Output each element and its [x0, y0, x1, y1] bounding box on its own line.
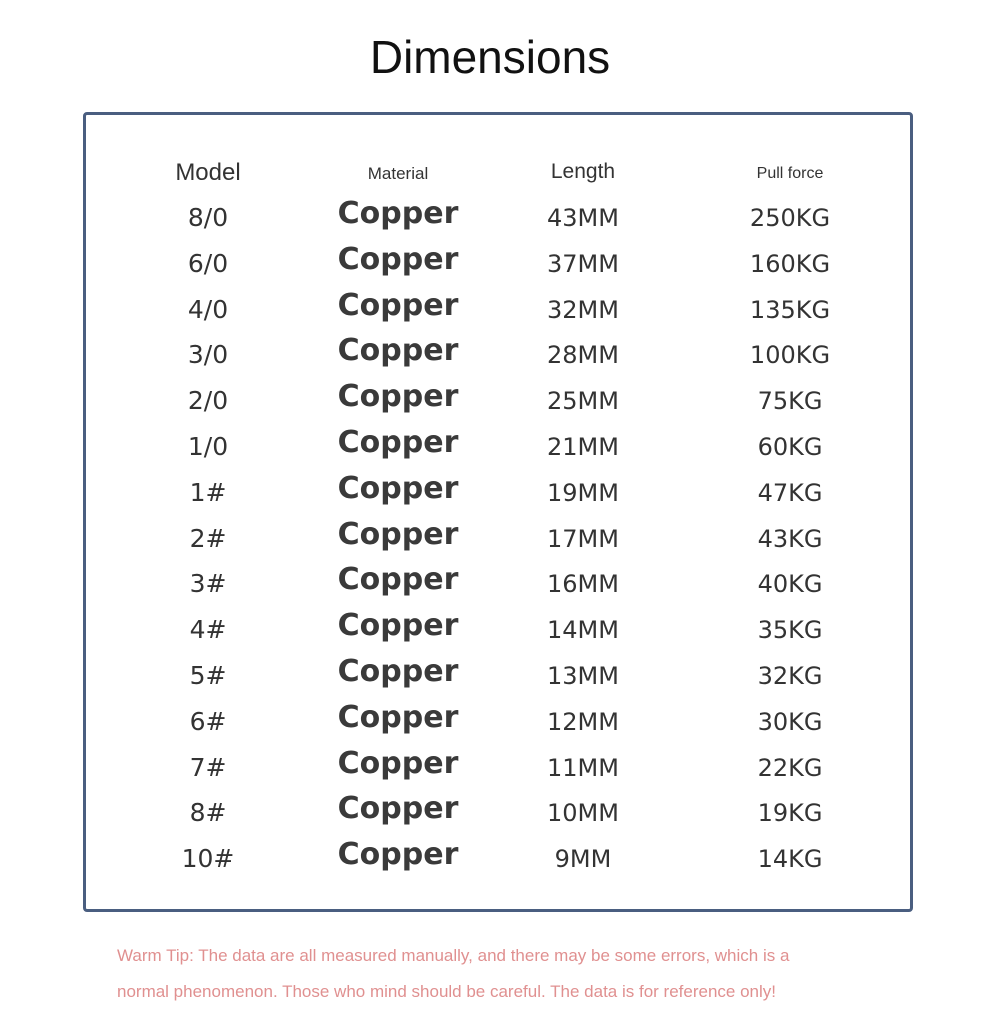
cell-pull-force: 160KG: [749, 249, 831, 278]
cell-length: 11MM: [547, 753, 619, 782]
table-row: [0, 562, 1000, 608]
cell-model: 5#: [189, 660, 227, 690]
cell-model: 8#: [189, 798, 227, 828]
cell-model: 2/0: [187, 386, 229, 416]
cell-model: 1#: [189, 477, 227, 507]
cell-material: Copper: [337, 745, 459, 781]
header-model: Model: [175, 159, 241, 186]
cell-length: 16MM: [547, 570, 619, 599]
header-pull-force: Pull force: [756, 165, 824, 182]
table-row: [0, 471, 1000, 517]
cell-pull-force: 40KG: [757, 570, 823, 599]
cell-material: Copper: [337, 562, 459, 598]
cell-material: Copper: [337, 379, 459, 415]
cell-material: Copper: [337, 653, 459, 689]
table-row: [0, 608, 1000, 654]
table-header-row: [0, 156, 1000, 192]
cell-model: 3/0: [187, 340, 229, 370]
cell-material: Copper: [337, 287, 459, 323]
cell-pull-force: 60KG: [757, 432, 823, 461]
cell-pull-force: 100KG: [749, 341, 831, 370]
table-row: [0, 746, 1000, 792]
cell-material: Copper: [337, 241, 459, 277]
cell-pull-force: 250KG: [749, 204, 831, 232]
cell-length: 28MM: [547, 341, 619, 370]
cell-length: 19MM: [547, 478, 619, 507]
cell-length: 43MM: [547, 204, 619, 232]
table-row: [0, 379, 1000, 425]
cell-material: Copper: [337, 333, 459, 369]
header-material: Material: [367, 164, 429, 183]
warm-tip-line-2: normal phenomenon. Those who mind should be careful. The data is for reference only!: [117, 982, 776, 1001]
cell-material: Copper: [337, 608, 459, 644]
cell-pull-force: 35KG: [757, 616, 823, 645]
cell-length: 14MM: [547, 616, 619, 645]
cell-material: Copper: [337, 424, 459, 460]
cell-material: Copper: [337, 516, 459, 552]
cell-pull-force: 43KG: [757, 524, 823, 553]
cell-length: 25MM: [547, 387, 619, 416]
cell-model: 7#: [189, 752, 227, 782]
warm-tip-line-1: Warm Tip: The data are all measured manually, and there may be some errors, which is a: [117, 946, 790, 965]
page-title: Dimensions: [369, 31, 611, 83]
cell-material: Copper: [337, 699, 459, 735]
table-row: [0, 288, 1000, 334]
cell-length: 37MM: [547, 249, 619, 278]
cell-material: Copper: [337, 791, 459, 827]
cell-length: 21MM: [547, 432, 619, 461]
cell-model: 1/0: [187, 431, 229, 461]
header-length: Length: [550, 160, 616, 183]
cell-length: 17MM: [547, 524, 619, 553]
table-row: [0, 333, 1000, 379]
table-row: [0, 517, 1000, 563]
cell-material: Copper: [337, 837, 459, 873]
cell-model: 4#: [189, 615, 227, 645]
table-row: [0, 700, 1000, 746]
cell-model: 2#: [189, 523, 227, 553]
cell-model: 6/0: [187, 248, 229, 278]
table-row: [0, 196, 1000, 242]
cell-model: 6#: [189, 706, 227, 736]
table-row: [0, 654, 1000, 700]
table-row: [0, 242, 1000, 288]
table-row: [0, 791, 1000, 837]
cell-length: 13MM: [547, 661, 619, 690]
cell-pull-force: 22KG: [757, 753, 823, 782]
table-row: [0, 837, 1000, 883]
cell-length: 9MM: [554, 845, 612, 874]
cell-model: 8/0: [187, 203, 229, 232]
warm-tip: [117, 938, 877, 1010]
cell-length: 10MM: [547, 799, 619, 828]
cell-material: Copper: [337, 470, 459, 506]
cell-pull-force: 135KG: [749, 295, 831, 324]
table-row: [0, 425, 1000, 471]
cell-material: Copper: [337, 196, 459, 231]
cell-pull-force: 47KG: [757, 478, 823, 507]
cell-model: 3#: [189, 569, 227, 599]
cell-pull-force: 75KG: [757, 387, 823, 416]
cell-pull-force: 32KG: [757, 661, 823, 690]
cell-pull-force: 14KG: [757, 845, 823, 874]
cell-pull-force: 19KG: [757, 799, 823, 828]
table-body: [0, 196, 1000, 883]
cell-pull-force: 30KG: [757, 707, 823, 736]
cell-length: 32MM: [547, 295, 619, 324]
cell-length: 12MM: [547, 707, 619, 736]
cell-model: 4/0: [187, 294, 229, 324]
cell-model: 10#: [181, 844, 235, 874]
